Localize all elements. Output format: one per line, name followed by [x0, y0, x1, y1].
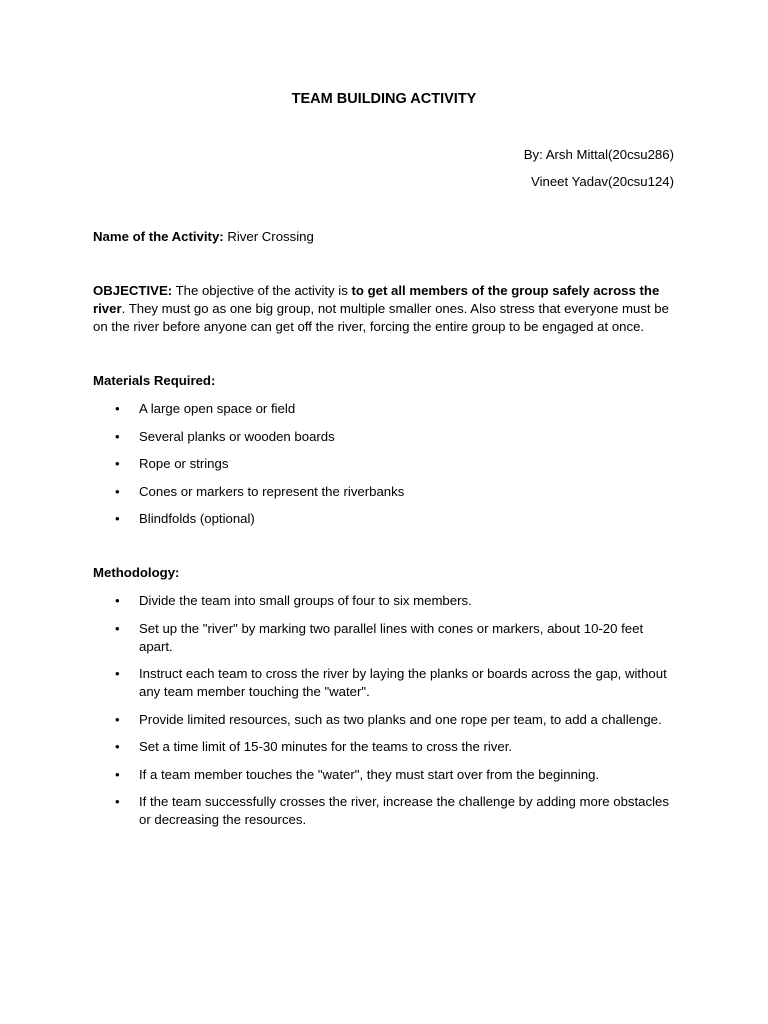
- list-item-text: Divide the team into small groups of four to six members.: [139, 593, 472, 608]
- list-item: [93, 793, 678, 829]
- author-line: Vineet Yadav(20csu124): [531, 174, 674, 189]
- list-item-text: A large open space or field: [139, 401, 296, 416]
- objective-paragraph: [93, 282, 678, 336]
- objective-bold-text: to get all members of the group safely across the river: [93, 283, 660, 316]
- list-item-text: Set a time limit of 15-30 minutes for the teams to cross the river.: [139, 739, 513, 754]
- bullet-icon: •: [115, 401, 120, 416]
- list-item: [93, 428, 678, 446]
- list-item: [93, 620, 678, 656]
- bullet-icon: •: [115, 766, 120, 782]
- list-item-text: If a team member touches the "water", they must start over from the beginning.: [139, 766, 600, 782]
- activity-name-label: Name of the Activity:: [93, 229, 224, 244]
- activity-name-value: River Crossing: [223, 229, 314, 244]
- bullet-icon: •: [115, 456, 120, 471]
- objective-text-after: . They must go as one big group, not multiple smaller ones. Also stress that everyone must be on the river before anyone can get off the river, forcing the entire group to be engaged at once.: [93, 301, 669, 334]
- bullet-icon: •: [115, 428, 120, 444]
- list-item-text: Cones or markers to represent the riverbanks: [139, 483, 405, 499]
- list-item: [93, 738, 678, 756]
- list-item-text: Provide limited resources, such as two planks and one rope per team, to add a challenge.: [139, 711, 662, 727]
- bullet-icon: •: [115, 666, 120, 681]
- list-item-text: Blindfolds (optional): [139, 511, 255, 526]
- list-item: [93, 766, 678, 784]
- list-item: [93, 510, 678, 528]
- list-item: [93, 665, 678, 701]
- list-item-text: Instruct each team to cross the river by laying the planks or boards across the gap, without any team member touching the "water".: [139, 666, 667, 699]
- document-title: TEAM BUILDING ACTIVITY: [291, 91, 477, 107]
- objective-label: OBJECTIVE:: [93, 283, 173, 298]
- bullet-icon: •: [115, 711, 120, 727]
- list-item: [93, 711, 678, 729]
- objective-text-before: The objective of the activity is: [172, 283, 352, 298]
- materials-list: [93, 400, 678, 538]
- list-item: [93, 455, 678, 473]
- author-line: By: Arsh Mittal(20csu286): [523, 147, 674, 162]
- bullet-icon: •: [115, 794, 120, 809]
- list-item-text: Rope or strings: [139, 456, 229, 471]
- list-item-text: Set up the "river" by marking two parallel lines with cones or markers, about 10-20 feet apart.: [139, 620, 644, 654]
- list-item-text: If the team successfully crosses the river, increase the challenge by adding more obstacles or decreasing the resources.: [139, 794, 669, 827]
- activity-name-line: [93, 228, 678, 246]
- bullet-icon: •: [115, 511, 120, 526]
- list-item-text: Several planks or wooden boards: [139, 428, 335, 444]
- list-item: [93, 483, 678, 501]
- list-item: [93, 400, 678, 418]
- list-item: [93, 592, 678, 610]
- materials-heading: Materials Required:: [93, 373, 216, 388]
- bullet-icon: •: [115, 593, 120, 608]
- methodology-heading: Methodology:: [93, 565, 180, 580]
- methodology-list: [93, 592, 678, 839]
- bullet-icon: •: [115, 483, 120, 499]
- bullet-icon: •: [115, 739, 120, 754]
- bullet-icon: •: [115, 620, 120, 636]
